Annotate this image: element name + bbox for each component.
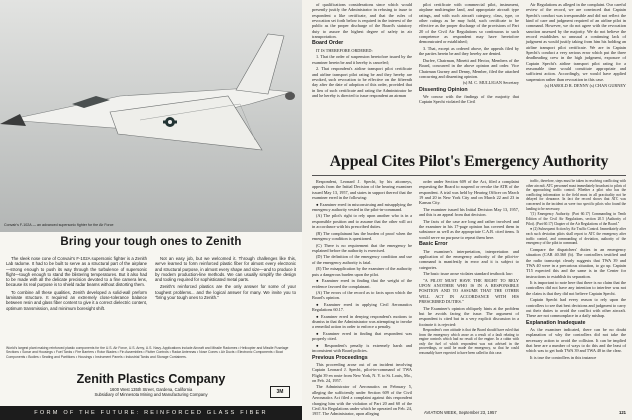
article-paragraph: pilot certificate with commercial pilot, instrument, airplane multiengine land, and appropriate aircraft type ratings, and with such aircraft category, class, type, or other ratings as he may hold, such certificate to be effective as the proper discharge of the provisions of Part 20 of the Civil Air Regulations so continuous to such competence as respondent may have heretofore demonstrated or established; <box>419 2 519 45</box>
article-paragraph: ● (2) Subsequent Action by Air Traffic Control. Immediately after each such deviation pilots shall report to ATC the emergency after traffic control, and commanding of deviation, authority of the emergency of the pilot in command. <box>526 227 626 246</box>
article-paragraph: (D) The definition of the emergency condition and use of the emergency authority is fatal. <box>312 254 412 265</box>
article-paragraph: 1. That the order of suspension heretofore issued by the examiner herein be and it hereby is canceled; <box>312 54 412 65</box>
article-headline: Appeal Cites Pilot's Emergency Authority <box>329 153 609 170</box>
article-paragraph: traffic, therefore, steps must be taken in resolving conflicting with other aircraft. ATC personnel must immediately broadcast to pilots of the approaching traffic control. Whether a pilot who has the conflicting information to the field must in all practicality not be delayed for clearance. In fact the record shows that ATC was concerned in the incident as were two specific pilots who found the landing to be necessary. <box>526 179 626 211</box>
section-heading-dissenting-opinion: Dissenting Opinion <box>419 86 468 93</box>
article-column-2-upper <box>419 2 519 106</box>
article-column-2-lower <box>419 179 519 407</box>
publication-line: AVIATION WEEK, September 23, 1957 <box>424 410 497 415</box>
subsidiary-line: Subsidiary of Minnesota Mining and Manufacturing Company <box>94 392 208 398</box>
headline-divider <box>312 175 626 176</box>
article-column-1-lower <box>312 179 412 417</box>
photo-caption: Convair's F-102A — an advanced supersonic fighter for the Air Force <box>4 223 114 227</box>
page-number: 121 <box>619 410 626 415</box>
article-paragraph: 3. That, except as ordered above, the appeals filed by the parties herein be and they hereby are denied. <box>419 45 519 57</box>
article-paragraph: ● Respondent's penalty is extremely harsh and inconsistent with Board policies. <box>312 342 412 354</box>
article-paragraph: (C) There is no requirement that the emergency be explained before the authority is exercised. <box>312 242 412 253</box>
article-paragraph: (E) The misapplication by the examiner of the authority puts a dangerous burden upon the pilot. <box>312 266 412 277</box>
company-address <box>0 387 302 398</box>
article-paragraph: (B) The complainant has the burden of proof when the emergency condition is questioned. <box>312 230 412 241</box>
company-name: Zenith Plastics Company <box>76 372 226 386</box>
ad-paragraph: The sleek nose cone of Convair's F-102A supersonic fighter is a Zenith Lab radome. It had to be built to serve as a structural part of the airplane—strong enough to push its way through the turbulence of supersonic flight—tough enough to stand the blistering temperatures. But it also had to be made with all the delicate precision devoted to a fine camera lens, because its real purpose is to shield radar beams without distorting them. <box>6 256 147 288</box>
section-heading-basic-error: Basic Error <box>419 241 448 248</box>
article-paragraph: of qualifications considerations since which would presently justify the Administrator in refusing to issue to respondent a like certificate, and that the rules of revocation set forth below is required in the interest of the public as the proper discharge of the Board's statutory duty to assure the highest degree of safety in air transportation. <box>312 2 412 40</box>
article-paragraph: ● Examiner erred in misconstruing and misapplying the emergency authority vested in the pilot-in-command. <box>312 201 412 212</box>
article-paragraph: Captain Specht had every reason to rely upon the controllers to see that best decisions and judgment to carry out their duties to avoid the conflict with other aircraft. These are not commonplace in a daily mishap. <box>526 297 626 319</box>
3m-logo: 3M <box>270 386 290 398</box>
article-paragraph: We concur with the findings of the majority that Captain Specht violated the Civil <box>419 94 519 105</box>
article-column-1-upper <box>312 2 412 99</box>
article-paragraph: IT IS THEREFORE ORDERED: <box>316 47 373 53</box>
article-paragraph: Air Regulations as alleged in the complaint. Our careful review of the record, we are convinced that Captain Specht's conduct was irresponsible and did not reflect the kind of care and judgment required of an airline pilot in command. However, we do not agree with the revocation sanction assessed by the majority. We do not believe the record establishes so unusual a continuing lack of judgment as would justify taking from him his holding an airline transport pilot certificate. We are in Captain Specht's conduct a very serious error which put the three deadheading crew in the high judgment, exposure of Captain Specht's airline transport pilot rating for a reasonable time would constitute appropriate and sufficient action. Accordingly, we would have applied suspension rather than revocation in this case. <box>526 2 626 82</box>
dissent-signatures: (s) HAROLD R. DENNY (s) CHAN GURNEY <box>544 83 626 89</box>
article-paragraph: Durfee, Chairman, Minetti and Hector, Members of the Board, concurred in the above opinion and order. Vice Chairman Gurney and Denny, Member, filed the attached concurring and dissenting opinion. <box>419 57 519 79</box>
article-paragraph: It is true the controllers in this instance <box>530 354 597 360</box>
ad-paragraph: Zenith's reinforced plastics are the only answer for some of your toughest problems... and the logical answer for many. We invite you to "bring your tough ones to Zenith." <box>155 284 296 301</box>
article-paragraph: (A) The pilot's right to rely upon another who is in a responsible position and to assume that the other will act in accordance with his prescribed duties. <box>312 213 412 230</box>
section-heading-previous-proceedings: Previous Proceedings <box>312 354 368 361</box>
article-column-3-lower <box>526 179 626 407</box>
fighter-jet-icon <box>0 0 302 232</box>
article-paragraph: The Examiner's opinion obliquely hints at the problem but he avoids facing the issue. The argument of respondent is cited but in a very explicit discussion in a footnote it is rejected: <box>419 305 519 327</box>
article-paragraph: ● Examiner erred in denying respondent's motions to dismiss in that the Administrator was attempting to invoke a remedial action in order to enforce a penalty. <box>312 313 412 330</box>
address-line: 1600 West 135th Street, Gardena, California <box>109 387 193 392</box>
article-paragraph: The basic issue arose violates standard textbook law: <box>423 271 514 277</box>
section-heading-explanation-inadequate: Explanation Inadequate <box>526 319 586 326</box>
article-paragraph: order under Section 609 of the Act, filed a complaint requesting the Board to suspend or revoke the ATR of the respondent. A trial was held by Hearing Officer on March 19 and 20 in New York City and on March 22 and 23 in Kansas City. <box>419 179 519 206</box>
article-paragraph: ● Examiner erred in finding that respondent was properly cited. <box>312 331 412 342</box>
ad-paragraph: Not an easy job, but we welcomed it. Through challenges like this, we've learned to form reinforced plastic fiber for almost every electronic and structural purpose, in almost every shape and size—and to produce it by modern production-line methods. We can usually simplify the design and tooling required for sophisticated metal parts. <box>155 256 296 283</box>
article-paragraph: ● Examiner erred in finding that the weight of the evidence favored the complainant. <box>312 278 412 289</box>
ad-headline: Bring your tough ones to Zenith <box>60 236 242 248</box>
article-paragraph: Respondent, Leonard J. Specht, by his attorneys, appeals from the Initial Decision of the hearing examiner issued May 13, 1957, and states in support thereof that the examiner erred in the following: <box>312 179 412 201</box>
section-heading-board-order: Board Order <box>312 40 344 47</box>
ad-fine-print: World's largest plant making reinforced plastic components for the U.S. Air Force, U.S. Army, U.S. Navy. Applications include Aircraft and Missile Radomes • Helicopter and Missile Fuselage Sections • Sonar and Housings • Fuel Tanks • Fire Barriers • Rotor Blades • Fin Assemblies • Flutter Controls • Radar Antennas • Nose Cones • Air Ducts • Electronic Components • Boat Components • Bodies • Seating and Partitions • Housings • Instrument Panels • Industrial Tanks and Storage Containers. <box>6 346 289 359</box>
article-paragraph: The examiner's interpretation, interpretation and application of the emergency authority of the pilot-in-command is manifestly in error and it is subject to categories. <box>419 248 519 270</box>
article-paragraph: It is important to note here that there is no claim that the controllers did not have any intention to interfere was not the claim is that they did not believe Captain Specht. <box>526 280 626 296</box>
jet-fighter-photo <box>0 0 302 232</box>
secretary-signature: (s) M. C. MULLIGAN Secretary <box>462 80 519 86</box>
ad-body-text <box>6 256 296 311</box>
article-paragraph: The examiner issued his Initial Decision May 13, 1957, and this is an appeal from that decision. <box>419 206 519 218</box>
article-paragraph: ● Examiner erred in applying Civil Aeronautics Regulations 60.17. <box>312 301 412 313</box>
zenith-advertisement <box>0 0 302 420</box>
article-paragraph: The facts of the case are long and rather involved and the examiner in his 17-page opinion has covered them in substance as well as the appropriate C.A.B. cited items. It would serve no purpose to repeat them here. <box>419 218 519 240</box>
article-paragraph: Compare the dispatchers' duties in an emergency situation (CAR 40.360 (b). The controllers testified and the radio transcript clearly suggests that TWA 39 and TWA 40 were in a precarious situation, to go up. Captain T15 expected this and the same is in the Center for instructions to establish its separation. <box>526 246 626 279</box>
article-paragraph: This proceeding arose out of an incident involving Captain Leonard J. Specht, pilot-in-command of TWA Flight 39 en route from New York, N. Y. to St. Louis, Mo., on Feb. 24, 1957. <box>312 361 412 383</box>
article-paragraph: As the examiner indicated, there can be no doubt explanation of why the controllers did not take the necessary action to avoid the collision. It can be implied that here are a number of ways to do this and the least of which was to get both TWA 39 and TWA 40 in the clear. <box>526 327 626 354</box>
article-column-3-upper <box>526 2 626 90</box>
article-paragraph: "A PILOT MUST HAVE THE RIGHT TO RELY UPON ANOTHER WHO IS IN A RESPONSIBLE POSITION AND TO ASSUME THAT THE OTHER WILL ACT IN ACCORDANCE WITH HIS PRESCRIBED DUTIES." <box>419 277 519 304</box>
article-paragraph: The Administrator of Aeronautics on February 5, alleging the sufficiently under Section 609 of the Civil Aeronautics Act filed a complaint against this respondent charging him with the violation of Part 20 and 60 of the Civil Air Regulations under which he operated on Feb. 24, 1957. The Administrator, upon alleging <box>312 384 412 417</box>
article-paragraph: 2. That respondent's airline transport pilot certificate and airline transport pilot rating be and they hereby are revoked, such revocation to be effective on the fifteenth day after the date of adoption of this order, provided that in lieu of such certificate and rating the Administrator be and he hereby is directed to issue respondent an airman <box>312 66 412 98</box>
footnote: Respondent's own attitude is that the Board should have ruled that from the emergency which arose as a result of a fault relating to engine controls which had no result of the engine. In a cabin with only the fuel of which respondent was not advised in the proceedings, or until he made the emergency, so that he could reasonably have expected to have been called in this case. <box>419 328 519 356</box>
ad-paragraph: To combine all these qualities, Zenith developed a solid-wall preform laminate structure. It required an extremely close-tolerance balance between resin and glass fiber content to give it a correct dielectric content, optimum transmission, and minimum boresight shift. <box>6 289 147 311</box>
ad-tagline-bar: FORM OF THE FUTURE: REINFORCED GLASS FIBER <box>0 406 302 420</box>
article-paragraph: "(1) Emergency Authority. (Part 60.17) Commanding in Tenth Edition of the Civil Air Regulations, section 20.5 (Authority of Pilot). (Part 60.17) Chapter of the Air Regulations of the Board." <box>526 212 626 226</box>
article-paragraph: (A) The errors of the record as to facts upon which the Board's opinion. <box>312 290 412 301</box>
